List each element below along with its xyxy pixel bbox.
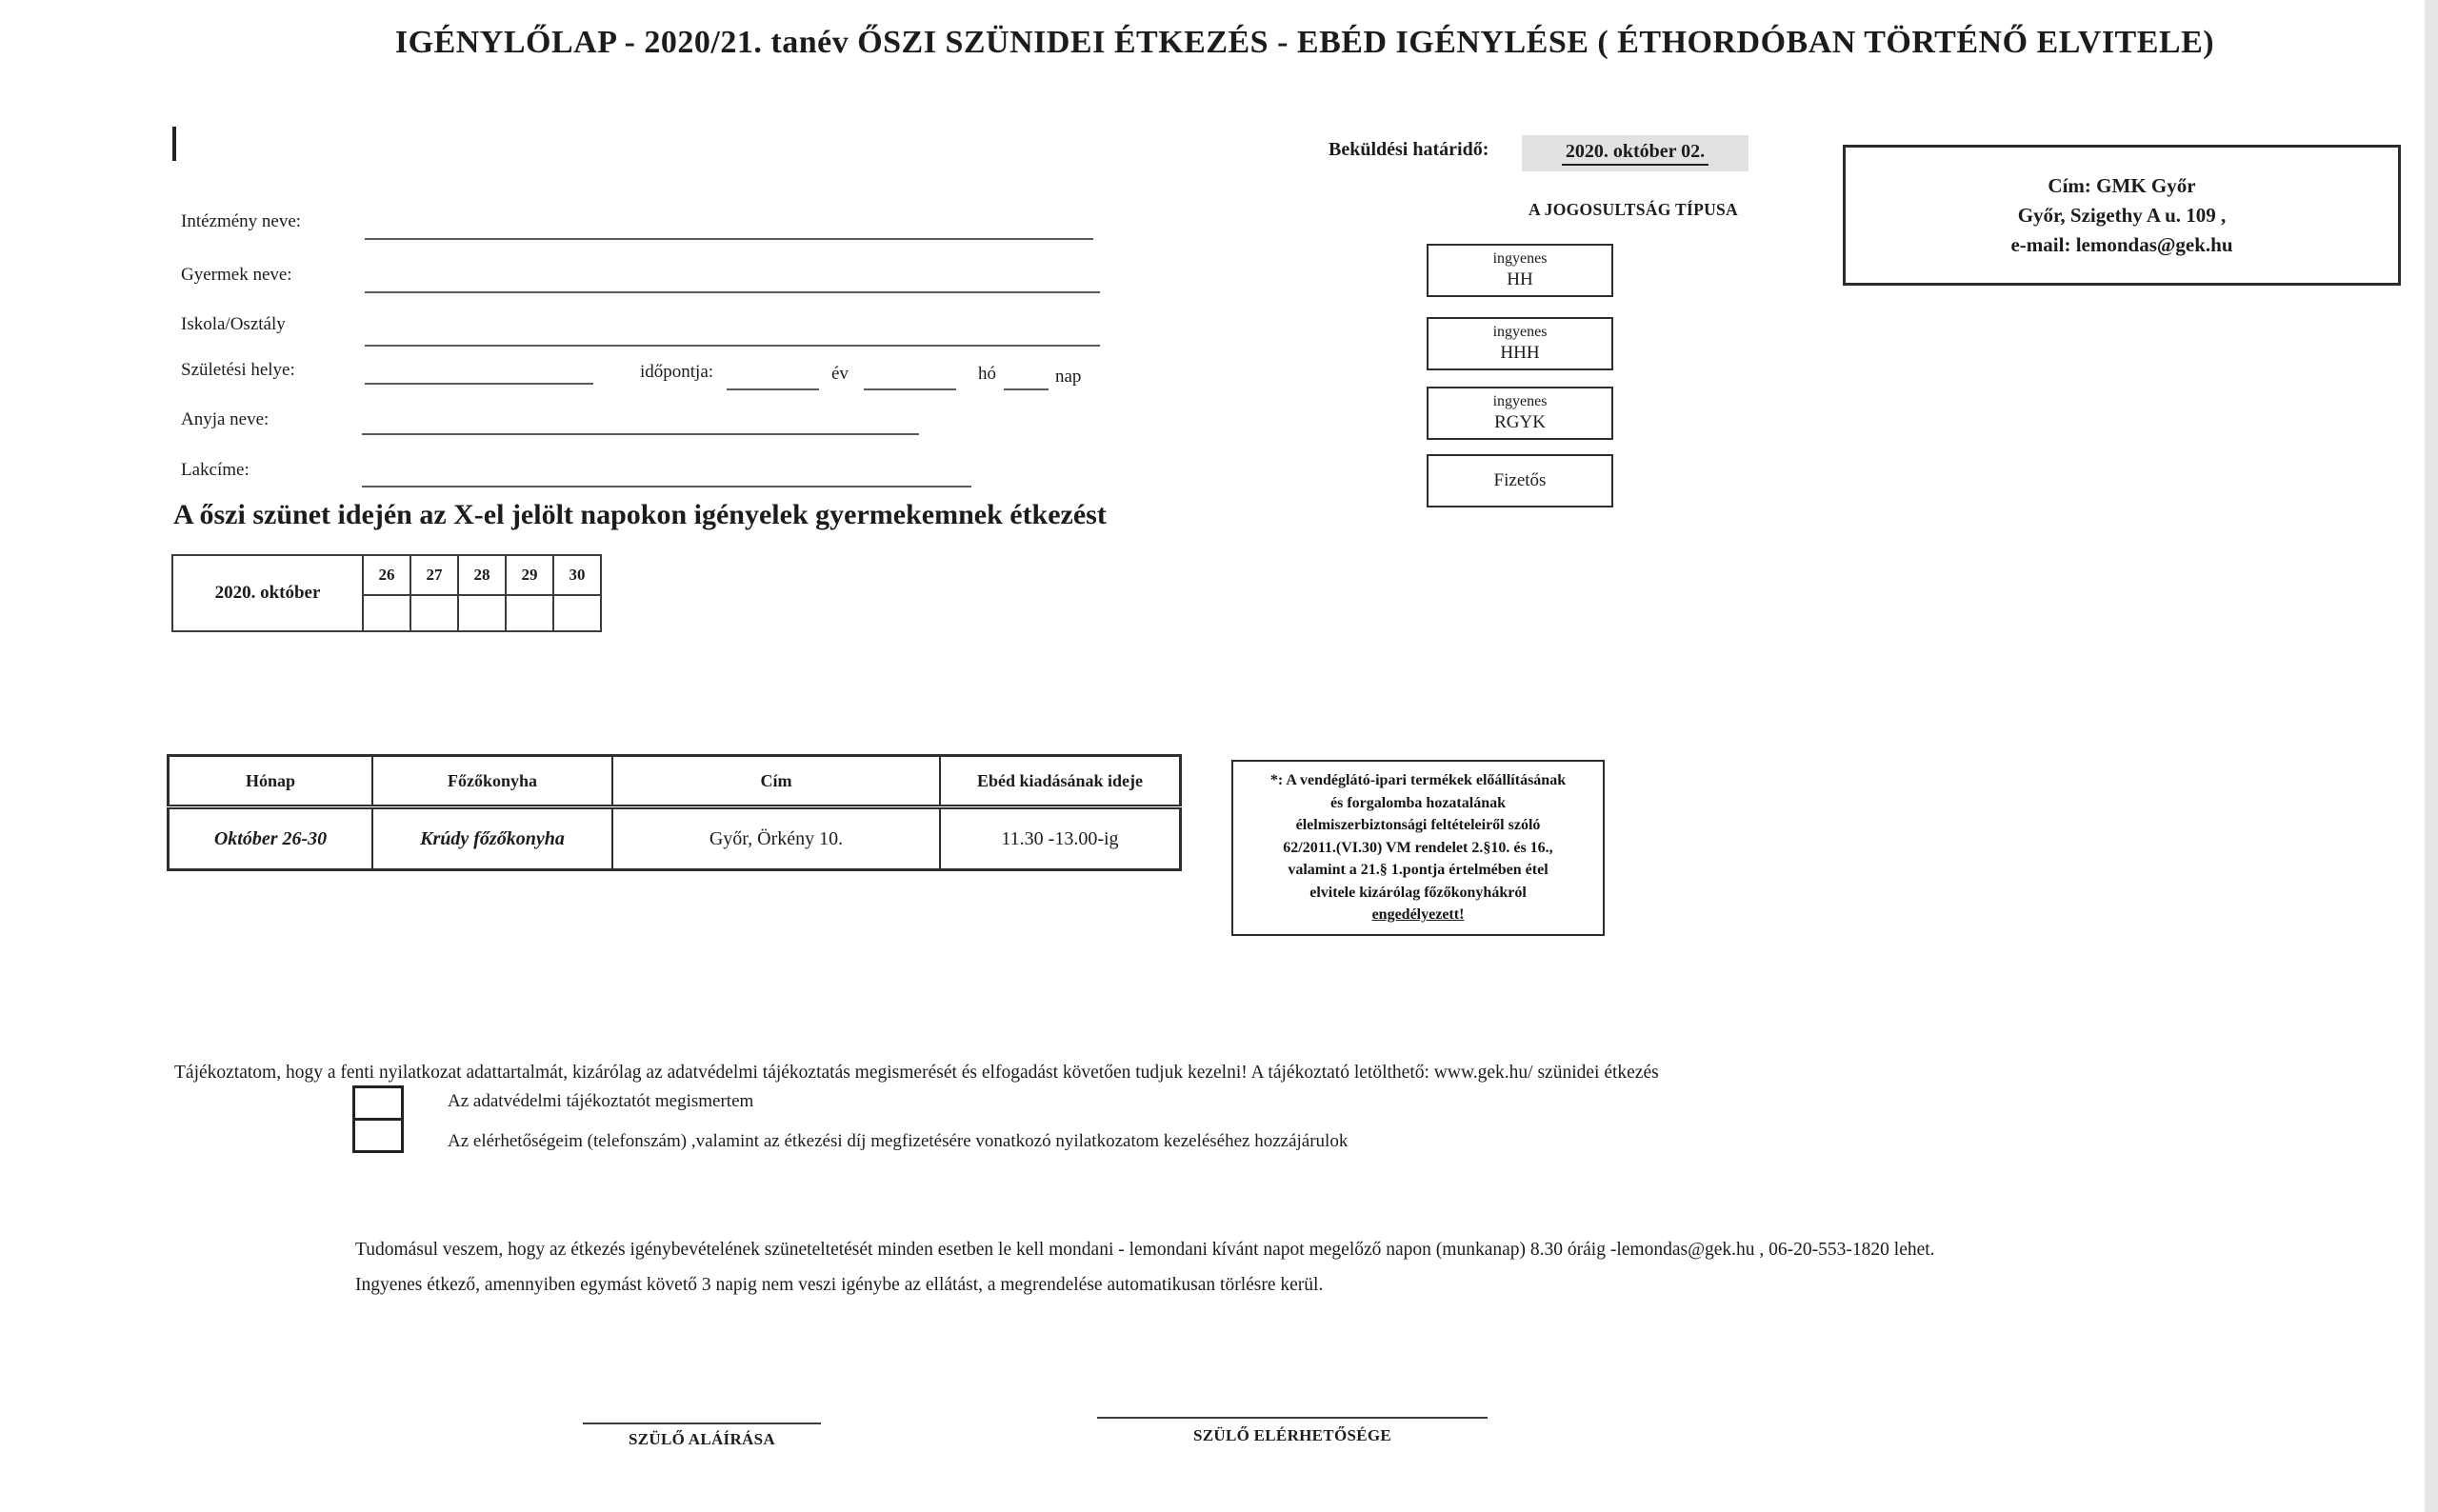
contact-line-parent[interactable] [1097,1417,1488,1419]
field-line-birthplace[interactable] [365,383,593,385]
deadline-highlight [1522,135,1749,171]
field-label-birthdate: időpontja: [640,362,714,382]
stray-cursor-mark [172,127,176,161]
kitchen-cell-kitchen: Krúdy főzőkonyha [372,807,612,870]
eligibility-option-hh[interactable] [1427,244,1613,297]
note-line-2: és forgalomba hozatalának [1330,794,1506,811]
eligibility-heading: A JOGOSULTSÁG TÍPUSA [1529,200,1738,219]
note-line-underlined: engedélyezett! [1371,906,1465,923]
deadline-value: 2020. október 02. [1562,141,1709,166]
kitchen-info-table [167,754,1182,871]
eligibility-option-rgyk-top: ingyenes [1492,393,1548,410]
field-line-mother-name[interactable] [362,433,919,435]
signature-label-parent: SZÜLŐ ALÁÍRÁSA [629,1430,775,1448]
eligibility-option-hh-code: HH [1507,269,1533,290]
acknowledgement-line-1: Tudomásul veszem, hogy az étkezés igénybevételének szüneteltetését minden esetben le kell mondani - lemondani kívánt napot megelőző napon (munkanap) 8.30 óráig -lemondas@gek.hu , 06-20-553-1820 lehet. [355,1240,1935,1260]
privacy-checkbox-1-label: Az adatvédelmi tájékoztatót megismertem [448,1091,754,1111]
sender-address-box [1843,145,2401,286]
field-line-child-name[interactable] [365,291,1100,293]
acknowledgement-line-2: Ingyenes étkező, amennyiben egymást követő 3 napig nem veszi igénybe az ellátást, a megrendelése automatikusan törlésre kerül. [355,1275,1324,1295]
regulation-note-box [1231,760,1605,936]
day-header-29: 29 [506,555,553,595]
kitchen-header-kitchen: Főzőkonyha [372,756,612,807]
acknowledgement-paragraph [355,1232,2393,1303]
signature-line-parent[interactable] [583,1422,821,1424]
note-line-3: élelmiszerbiztonsági feltételeiről szóló [1295,817,1541,833]
eligibility-option-paid-code: Fizetős [1493,470,1547,491]
field-label-day: nap [1055,367,1082,387]
meal-request-heading: A őszi szünet idején az X-el jelölt napokon igényelek gyermekemnek étkezést [173,499,1107,530]
field-label-school-class: Iskola/Osztály [181,314,286,334]
deadline-label: Beküldési határidő: [1329,139,1489,160]
field-label-year: év [831,364,849,384]
note-line-1: *: A vendéglátó-ipari termékek előállításának [1269,772,1567,788]
eligibility-option-hhh[interactable] [1427,317,1613,370]
field-label-child-name: Gyermek neve: [181,265,292,285]
field-label-month: hó [978,364,996,384]
address-line-1: Cím: GMK Győr [2048,173,2196,197]
field-line-school-class[interactable] [365,345,1100,347]
contact-label-parent: SZÜLŐ ELÉRHETŐSÉGE [1192,1426,1392,1444]
privacy-intro-text: Tájékoztatom, hogy a fenti nyilatkozat adattartalmát, kizárólag az adatvédelmi tájékoztatás megismerését és elfogadást követően tudjuk kezelni! A tájékoztató letölthető: www.gek.hu/ szünidei étkezés [174,1063,1659,1083]
note-line-5: valamint a 21.§ 1.pontja értelmében étel [1288,862,1549,878]
privacy-checkbox-2-label: Az elérhetőségeim (telefonszám) ,valamint az étkezési díj megfizetésére vonatkozó nyilatkozatom kezeléséhez hozzájárulok [448,1131,1349,1151]
field-label-birthplace: Születési helye: [181,360,295,380]
note-line-4: 62/2011.(VI.30) VM rendelet 2.§10. és 16., [1283,839,1553,856]
form-title: IGÉNYLŐLAP - 2020/21. tanév ŐSZI SZÜNIDEI ÉTKEZÉS - EBÉD IGÉNYLÉSE ( ÉTHORDÓBAN TÖRTÉNŐ ELVITELE) [394,25,2215,60]
field-label-home-address: Lakcíme: [181,460,250,480]
day-header-28: 28 [458,555,506,595]
eligibility-option-hhh-code: HHH [1500,343,1540,364]
note-line-6: elvitele kizárólag főzőkonyhákról [1309,884,1527,901]
field-line-institution[interactable] [365,238,1093,240]
field-line-birth-day[interactable] [1004,388,1049,390]
kitchen-header-address: Cím [612,756,940,807]
kitchen-header-lunch-time: Ebéd kiadásának ideje [940,756,1181,807]
day-select-cell-29[interactable] [506,595,553,631]
eligibility-option-hh-top: ingyenes [1492,250,1548,268]
kitchen-table-row [169,807,1181,870]
day-header-30: 30 [553,555,601,595]
kitchen-cell-lunch-time: 11.30 -13.00-ig [940,807,1181,870]
address-line-2: Győr, Szigethy A u. 109 , [2017,203,2227,227]
day-select-cell-26[interactable] [363,595,410,631]
field-line-birth-year[interactable] [727,388,819,390]
day-table-month-label: 2020. október [172,555,363,631]
field-label-institution: Intézmény neve: [181,211,302,231]
kitchen-cell-address: Győr, Örkény 10. [612,807,940,870]
kitchen-header-month: Hónap [169,756,373,807]
day-selection-table [171,554,602,632]
field-label-mother-name: Anyja neve: [181,409,270,429]
day-select-cell-27[interactable] [410,595,458,631]
day-header-27: 27 [410,555,458,595]
eligibility-option-hhh-top: ingyenes [1492,324,1548,341]
field-line-birth-month[interactable] [864,388,956,390]
day-select-cell-28[interactable] [458,595,506,631]
scan-page-edge [2425,0,2438,1512]
eligibility-option-paid[interactable] [1427,454,1613,507]
kitchen-cell-month: Október 26-30 [169,807,373,870]
privacy-checkbox-2[interactable] [352,1118,404,1153]
field-line-home-address[interactable] [362,486,971,487]
eligibility-option-rgyk-code: RGYK [1494,412,1546,433]
eligibility-option-rgyk[interactable] [1427,387,1613,440]
day-select-cell-30[interactable] [553,595,601,631]
address-line-3: e-mail: lemondas@gek.hu [2010,232,2233,256]
day-header-26: 26 [363,555,410,595]
privacy-checkbox-1[interactable] [352,1085,404,1121]
